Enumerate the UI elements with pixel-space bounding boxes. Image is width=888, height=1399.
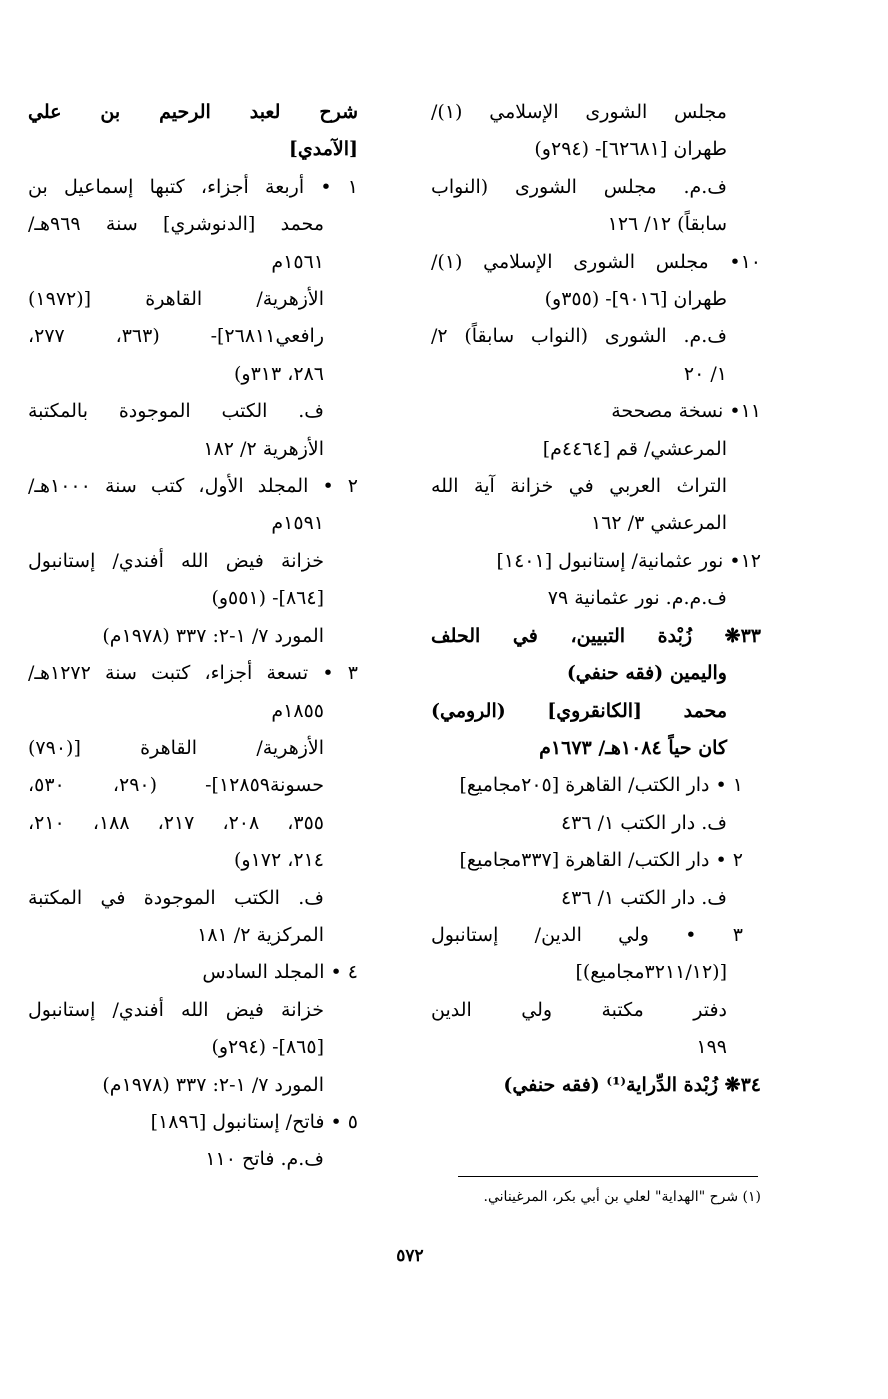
text-line: المرعشي ٣/ ١٦٢	[591, 512, 727, 535]
text-line: خزانة فيض الله أفندي/ إستانبول	[28, 998, 324, 1021]
text-line: ٢٨٦، ٣١٣و)	[233, 362, 324, 385]
text-line: كان حياً ١٠٨٤هـ/ ١٦٧٣م	[539, 736, 727, 759]
text-line: ٣٥٥، ٢٠٨، ٢١٧، ١٨٨، ٢١٠،	[28, 811, 325, 834]
text-line: ١ • أربعة أجزاء، كتبها إسماعيل بن	[28, 175, 358, 198]
text-line: محمد [الكانقروي] (الرومي)	[431, 699, 727, 722]
text-line: طهران [٦٢٦٨١]- (٢٩٤و)	[534, 138, 727, 161]
text-line: ١ • دار الكتب/ القاهرة [٢٠٥مجاميع]	[459, 774, 743, 797]
text-line: ٢١٤، ١٧٢و)	[233, 849, 324, 872]
text-line: ١٢• نور عثمانية/ إستانبول [١٤٠١]	[496, 549, 761, 572]
text-line: خزانة فيض الله أفندي/ إستانبول	[28, 549, 324, 572]
text-line: ١٠• مجلس الشورى الإسلامي (١)/	[431, 250, 761, 273]
text-line: ف.م.م. نور عثمانية ٧٩	[547, 587, 727, 610]
text-line: محمد [الدنوشري] سنة ٩٦٩هـ/	[28, 213, 324, 236]
text-line: المورد ٧/ ١-٢: ٣٣٧ (١٩٧٨م)	[102, 624, 324, 647]
text-line: الأزهرية/ القاهرة [(١٩٧٢)	[28, 288, 324, 311]
text-line: المركزية ٢/ ١٨١	[197, 923, 324, 946]
page-number: ٥٧٢	[396, 1246, 424, 1266]
text-line: الأزهرية/ القاهرة [(٧٩٠)	[28, 736, 324, 759]
text-line: ف. دار الكتب ١/ ٤٣٦	[560, 886, 727, 909]
text-line: ١٥٩١م	[271, 512, 324, 535]
text-line: المورد ٧/ ١-٢: ٣٣٧ (١٩٧٨م)	[102, 1073, 324, 1096]
text-line: ١٩٩	[696, 1036, 727, 1059]
text-line: حسونة١٢٨٥٩]- (٢٩٠، ٥٣٠،	[28, 774, 324, 797]
text-line: ف.م. فاتح ١١٠	[205, 1148, 324, 1171]
text-line: [٨٦٤]- (٥٥١و)	[211, 587, 324, 610]
text-line: واليمين (فقه حنفي)	[566, 662, 727, 685]
text-line: ٥ • فاتح/ إستانبول [١٨٩٦]	[150, 1110, 358, 1133]
text-line: ١٨٥٥م	[271, 699, 324, 722]
text-line: ١/ ٢٠	[683, 362, 727, 385]
text-line: ف. الكتب الموجودة في المكتبة	[28, 886, 324, 909]
text-line: سابقاً) ١٢/ ١٢٦	[607, 213, 727, 236]
right-column	[431, 94, 761, 1104]
text-line: [(٣٢١١/١٢مجاميع)]	[575, 961, 727, 984]
text-line: التراث العربي في خزانة آية الله	[431, 475, 727, 498]
footnote-separator	[458, 1176, 758, 1177]
text-line: ف.م. مجلس الشورى (النواب	[431, 175, 727, 198]
text-line: ف. الكتب الموجودة بالمكتبة	[28, 400, 324, 423]
text-line: طهران [٩٠١٦]- (٣٥٥و)	[544, 288, 727, 311]
text-line: ٢ • دار الكتب/ القاهرة [٣٣٧مجاميع]	[459, 849, 743, 872]
text-line: ف.م. الشورى (النواب سابقاً) ٢/	[431, 325, 727, 348]
text-line: الأزهرية ٢/ ١٨٢	[203, 437, 324, 460]
text-line: المرعشي/ قم [٤٤٦٤م]	[542, 437, 727, 460]
footnote: (١) شرح "الهداية" لعلي بن أبي بكر، المرغيناني.	[483, 1189, 761, 1205]
text-line: ٣٣❋ زُبْدة التبيين، في الحلف	[431, 624, 761, 647]
text-line: شرح لعبد الرحيم بن علي	[28, 101, 358, 123]
text-line: [٨٦٥]- (٢٩٤و)	[211, 1036, 324, 1059]
text-line: ٤ • المجلد السادس	[202, 961, 358, 984]
text-line: ف. دار الكتب ١/ ٤٣٦	[560, 811, 727, 834]
text-line: ٢ • المجلد الأول، كتب سنة ١٠٠٠هـ/	[28, 475, 358, 498]
text-line: ٣٤❋ زُبْدة الدِّراية⁽¹⁾ (فقه حنفي)	[503, 1073, 761, 1096]
text-line: ١١• نسخة مصححة	[611, 400, 761, 423]
text-line: ٣ • ولي الدين/ إستانبول	[431, 923, 743, 946]
text-line: ٣ • تسعة أجزاء، كتبت سنة ١٢٧٢هـ/	[28, 662, 358, 685]
text-line: ١٥٦١م	[271, 250, 324, 273]
text-line: رافعي٢٦٨١١]- (٣٦٣، ٢٧٧،	[28, 325, 324, 348]
left-column	[28, 94, 358, 1179]
text-line: [الآمدي]	[288, 138, 358, 161]
text-line: مجلس الشورى الإسلامي (١)/	[431, 101, 727, 123]
text-line: دفتر مكتبة ولي الدين	[431, 998, 727, 1021]
